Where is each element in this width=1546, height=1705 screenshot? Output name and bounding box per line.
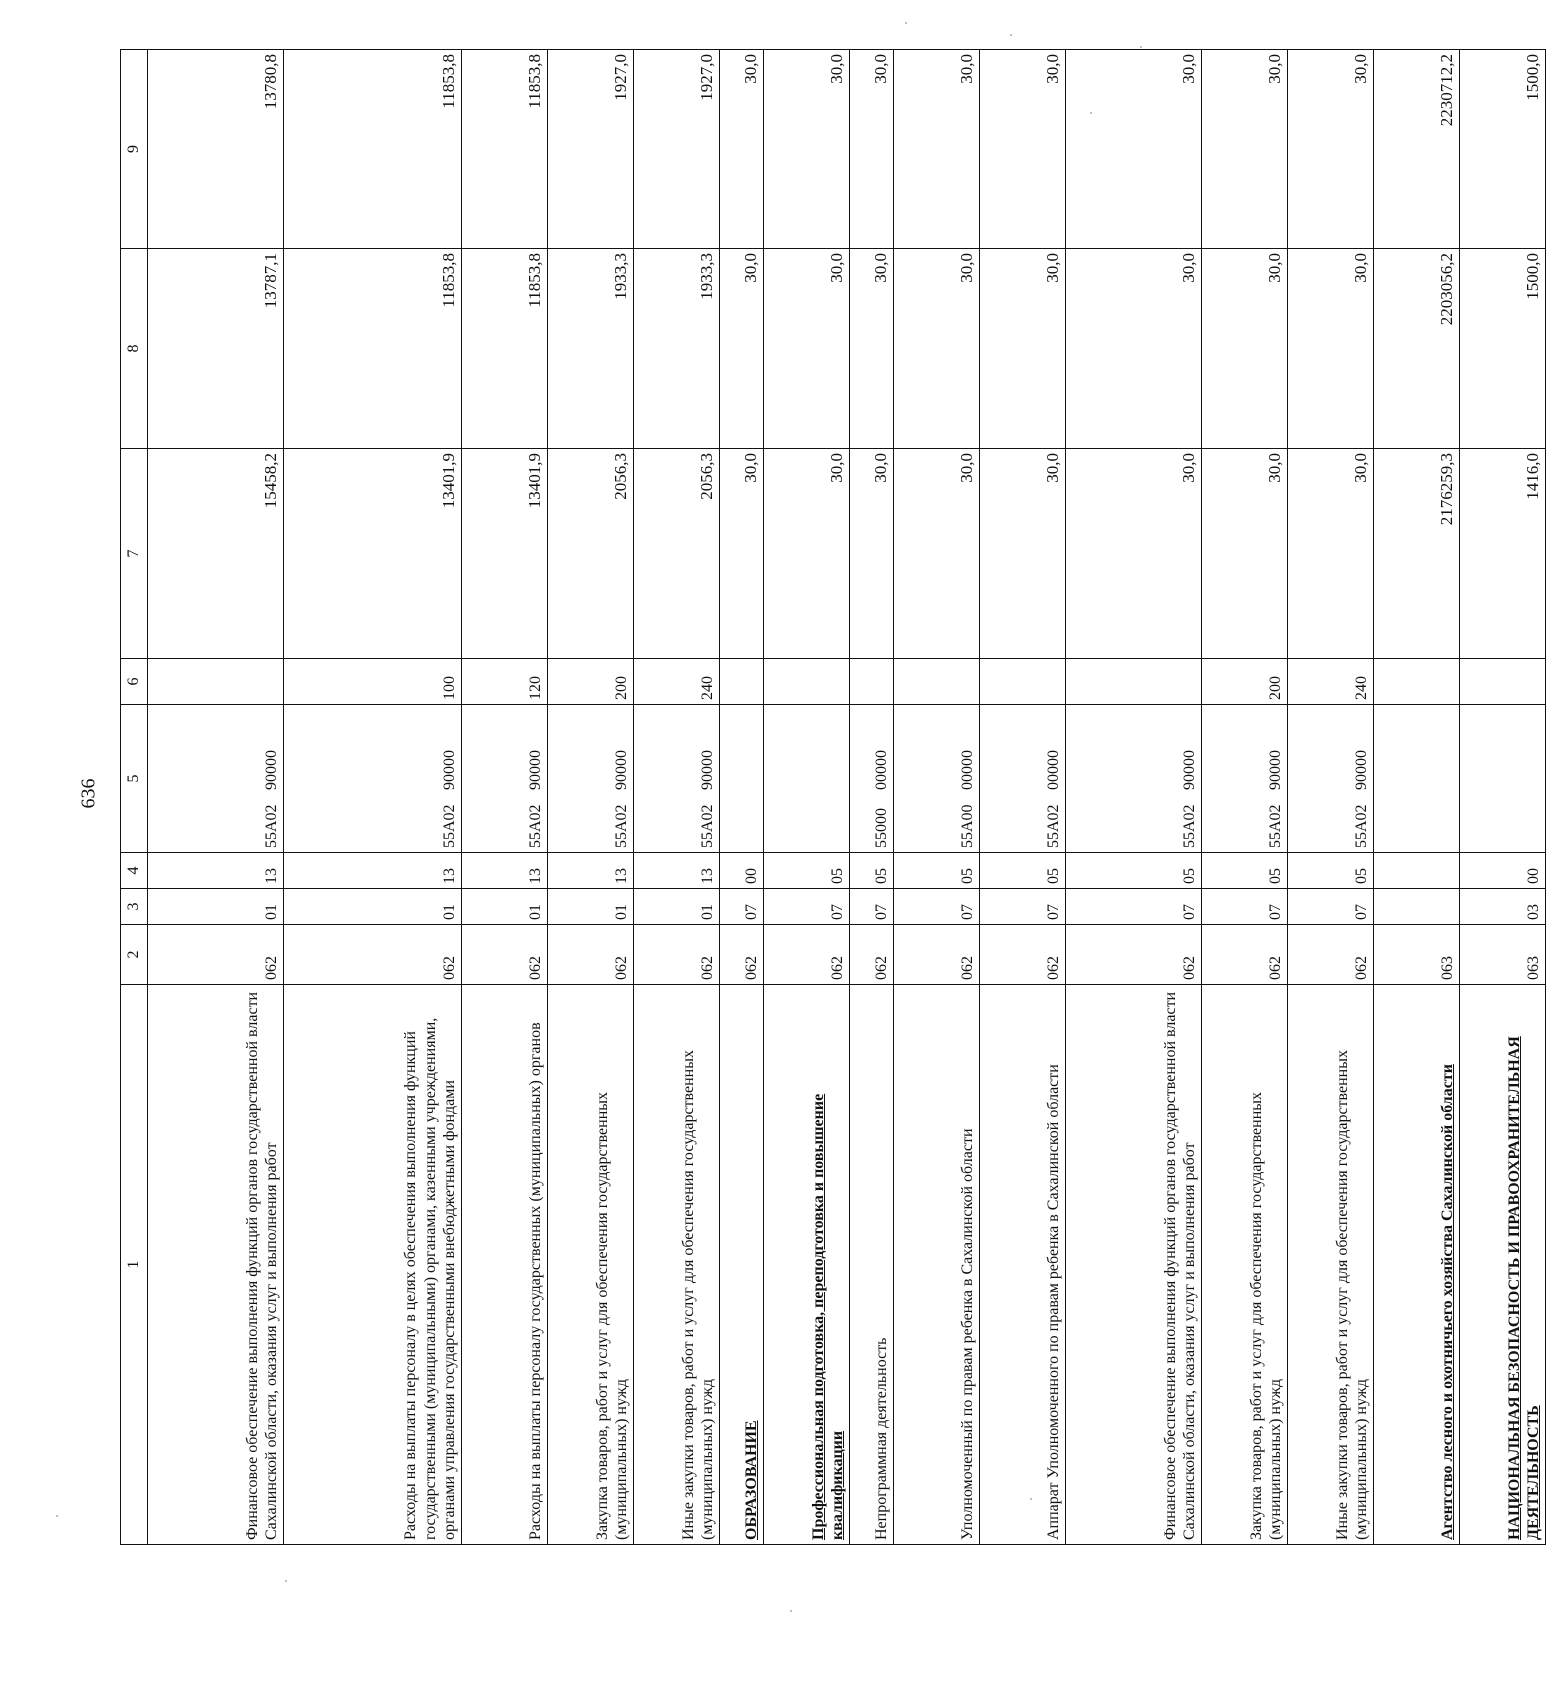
target-article-direction-code: 90000: [612, 750, 630, 790]
row-name-cell: Расходы на выплаты персоналу государственных (муниципальных) органов: [462, 985, 548, 1545]
amount-year1-cell: 2176259,3: [1374, 449, 1460, 659]
ministry-code-cell: 062: [894, 925, 980, 985]
section-code-cell: 01: [634, 889, 720, 925]
target-article-cell: [1066, 705, 1202, 853]
section-code-cell: 07: [764, 889, 850, 925]
scan-speck: [1090, 112, 1092, 114]
target-article-cell: [894, 705, 980, 853]
amount-year2-cell: 30,0: [1066, 249, 1202, 449]
amount-year1-cell: 2056,3: [634, 449, 720, 659]
amount-year1-cell: 30,0: [1202, 449, 1288, 659]
target-article-program-code: 55А02: [1352, 804, 1370, 848]
amount-year2-cell: 30,0: [764, 249, 850, 449]
subsection-code-cell: 13: [462, 853, 548, 889]
amount-year3-cell: 30,0: [1066, 50, 1202, 249]
amount-year2-cell: 30,0: [894, 249, 980, 449]
target-article-cell: [1374, 705, 1460, 853]
amount-year1-cell: 2056,3: [548, 449, 634, 659]
amount-year2-cell: 13787,1: [148, 249, 284, 449]
amount-year3-cell: 11853,8: [462, 50, 548, 249]
scan-speck: [1010, 34, 1012, 36]
expense-type-cell: [894, 659, 980, 705]
table-row: [1202, 50, 1288, 1545]
section-code-cell: 07: [894, 889, 980, 925]
section-code-cell: 01: [148, 889, 284, 925]
column-header: 2: [121, 925, 148, 985]
column-header: 6: [121, 659, 148, 705]
section-code-cell: 01: [462, 889, 548, 925]
target-article-cell: [720, 705, 764, 853]
column-header: 4: [121, 853, 148, 889]
column-header: 7: [121, 449, 148, 659]
expense-type-cell: [850, 659, 894, 705]
table-body: [148, 50, 1546, 1545]
table-row: [1374, 50, 1460, 1545]
subsection-code-cell: 05: [980, 853, 1066, 889]
target-article-direction-code: 00000: [958, 750, 976, 790]
target-article-cell: [1460, 705, 1546, 853]
ministry-code-cell: 062: [1288, 925, 1374, 985]
target-article-program-code: 55А02: [1266, 804, 1284, 848]
amount-year3-cell: 30,0: [1202, 50, 1288, 249]
ministry-code-cell: 062: [980, 925, 1066, 985]
expense-type-cell: 240: [634, 659, 720, 705]
amount-year3-cell: 30,0: [894, 50, 980, 249]
ministry-code-cell: 062: [850, 925, 894, 985]
expense-type-cell: [720, 659, 764, 705]
table-row: [284, 50, 462, 1545]
amount-year2-cell: 1933,3: [634, 249, 720, 449]
subsection-code-cell: 05: [1066, 853, 1202, 889]
ministry-code-cell: 062: [764, 925, 850, 985]
scan-speck: [905, 22, 907, 24]
amount-year3-cell: 1927,0: [634, 50, 720, 249]
subsection-code-cell: 00: [1460, 853, 1546, 889]
table-row: [1460, 50, 1546, 1545]
expense-type-cell: 200: [1202, 659, 1288, 705]
table-row: [148, 50, 284, 1545]
amount-year1-cell: 30,0: [850, 449, 894, 659]
section-code-cell: 07: [1202, 889, 1288, 925]
amount-year2-cell: 1500,0: [1460, 249, 1546, 449]
target-article-cell: [548, 705, 634, 853]
expense-type-cell: [1374, 659, 1460, 705]
table-row: [720, 50, 764, 1545]
amount-year1-cell: 30,0: [1066, 449, 1202, 659]
expense-type-cell: [1460, 659, 1546, 705]
amount-year3-cell: 30,0: [764, 50, 850, 249]
expense-type-cell: [764, 659, 850, 705]
table-row: [462, 50, 548, 1545]
rotated-table-wrapper: [120, 50, 1542, 1545]
ministry-code-cell: 062: [548, 925, 634, 985]
target-article-cell: [634, 705, 720, 853]
expense-type-cell: 240: [1288, 659, 1374, 705]
expense-type-cell: 100: [284, 659, 462, 705]
table-row: [894, 50, 980, 1545]
target-article-direction-code: 90000: [1180, 750, 1198, 790]
row-name-cell: Агентство лесного и охотничьего хозяйства Сахалинской области: [1374, 985, 1460, 1545]
ministry-code-cell: 062: [720, 925, 764, 985]
subsection-code-cell: 05: [1202, 853, 1288, 889]
amount-year1-cell: 13401,9: [284, 449, 462, 659]
subsection-code-cell: 05: [850, 853, 894, 889]
table-row: [634, 50, 720, 1545]
row-name-cell: Закупка товаров, работ и услуг для обеспечения государственных (муниципальных) нужд: [548, 985, 634, 1545]
ministry-code-cell: 062: [1066, 925, 1202, 985]
scan-speck: [1030, 1498, 1032, 1500]
amount-year3-cell: 2230712,2: [1374, 50, 1460, 249]
section-code-cell: 07: [720, 889, 764, 925]
target-article-direction-code: 90000: [262, 750, 280, 790]
row-name-cell: Финансовое обеспечение выполнения функций органов государственной власти Сахалинской области, оказания услуг и выполнения работ: [148, 985, 284, 1545]
amount-year1-cell: 13401,9: [462, 449, 548, 659]
table-row: [1288, 50, 1374, 1545]
target-article-cell: [764, 705, 850, 853]
ministry-code-cell: 062: [148, 925, 284, 985]
subsection-code-cell: 05: [764, 853, 850, 889]
table-row: [548, 50, 634, 1545]
amount-year1-cell: 30,0: [894, 449, 980, 659]
expense-type-cell: 120: [462, 659, 548, 705]
target-article-direction-code: 00000: [872, 750, 890, 790]
target-article-direction-code: 90000: [1266, 750, 1284, 790]
row-name-cell: Расходы на выплаты персоналу в целях обеспечения выполнения функций государственными (муниципальными) органами, казенными учреждениями, органами управления государственными внебюджетными фондами: [284, 985, 462, 1545]
amount-year3-cell: 11853,8: [284, 50, 462, 249]
row-name-cell: Уполномоченный по правам ребенка в Сахалинской области: [894, 985, 980, 1545]
row-name-cell: НАЦИОНАЛЬНАЯ БЕЗОПАСНОСТЬ И ПРАВООХРАНИТЕЛЬНАЯ ДЕЯТЕЛЬНОСТЬ: [1460, 985, 1546, 1545]
target-article-cell: [1288, 705, 1374, 853]
target-article-program-code: 55А02: [612, 804, 630, 848]
amount-year3-cell: 30,0: [980, 50, 1066, 249]
amount-year2-cell: 30,0: [980, 249, 1066, 449]
expense-type-cell: [148, 659, 284, 705]
scan-speck: [56, 1515, 58, 1517]
target-article-program-code: 55А02: [440, 804, 458, 848]
row-name-cell: ОБРАЗОВАНИЕ: [720, 985, 764, 1545]
scan-speck: [1140, 46, 1142, 48]
subsection-code-cell: 13: [284, 853, 462, 889]
target-article-cell: [284, 705, 462, 853]
target-article-program-code: 55А02: [262, 804, 280, 848]
amount-year3-cell: 1500,0: [1460, 50, 1546, 249]
amount-year2-cell: 11853,8: [284, 249, 462, 449]
section-code-cell: 03: [1460, 889, 1546, 925]
target-article-program-code: 55000: [872, 808, 890, 848]
amount-year2-cell: 30,0: [720, 249, 764, 449]
target-article-direction-code: 90000: [1352, 750, 1370, 790]
page-number: 636: [77, 778, 100, 809]
ministry-code-cell: 063: [1460, 925, 1546, 985]
table-row: [1066, 50, 1202, 1545]
scan-speck: [790, 1610, 792, 1612]
ministry-code-cell: 063: [1374, 925, 1460, 985]
table-row: [980, 50, 1066, 1545]
target-article-direction-code: 90000: [526, 750, 544, 790]
row-name-cell: Аппарат Уполномоченного по правам ребенка в Сахалинской области: [980, 985, 1066, 1545]
target-article-cell: [850, 705, 894, 853]
amount-year2-cell: 2203056,2: [1374, 249, 1460, 449]
amount-year2-cell: 11853,8: [462, 249, 548, 449]
amount-year1-cell: 30,0: [764, 449, 850, 659]
target-article-program-code: 55А02: [1044, 804, 1062, 848]
amount-year1-cell: 30,0: [1288, 449, 1374, 659]
section-code-cell: 07: [980, 889, 1066, 925]
amount-year2-cell: 30,0: [1288, 249, 1374, 449]
target-article-direction-code: 90000: [698, 750, 716, 790]
subsection-code-cell: 05: [894, 853, 980, 889]
amount-year2-cell: 1933,3: [548, 249, 634, 449]
subsection-code-cell: [1374, 853, 1460, 889]
ministry-code-cell: 062: [634, 925, 720, 985]
table-row: [850, 50, 894, 1545]
target-article-cell: [1202, 705, 1288, 853]
table-row: [764, 50, 850, 1545]
expense-type-cell: [980, 659, 1066, 705]
amount-year3-cell: 1927,0: [548, 50, 634, 249]
ministry-code-cell: 062: [284, 925, 462, 985]
column-header: 8: [121, 249, 148, 449]
row-name-cell: Иные закупки товаров, работ и услуг для обеспечения государственных (муниципальных) нужд: [634, 985, 720, 1545]
amount-year3-cell: 13780,8: [148, 50, 284, 249]
target-article-cell: [462, 705, 548, 853]
column-header: 9: [121, 50, 148, 249]
ministry-code-cell: 062: [1202, 925, 1288, 985]
section-code-cell: 01: [548, 889, 634, 925]
target-article-direction-code: 00000: [1044, 750, 1062, 790]
row-name-cell: Закупка товаров, работ и услуг для обеспечения государственных (муниципальных) нужд: [1202, 985, 1288, 1545]
scan-speck: [285, 1580, 287, 1582]
amount-year1-cell: 15458,2: [148, 449, 284, 659]
section-code-cell: [1374, 889, 1460, 925]
target-article-program-code: 55А02: [698, 804, 716, 848]
ministry-code-cell: 062: [462, 925, 548, 985]
amount-year1-cell: 30,0: [980, 449, 1066, 659]
target-article-program-code: 55А00: [958, 804, 976, 848]
amount-year2-cell: 30,0: [1202, 249, 1288, 449]
target-article-direction-code: 90000: [440, 750, 458, 790]
column-header: 5: [121, 705, 148, 853]
row-name-cell: Иные закупки товаров, работ и услуг для обеспечения государственных (муниципальных) нужд: [1288, 985, 1374, 1545]
subsection-code-cell: 00: [720, 853, 764, 889]
section-code-cell: 01: [284, 889, 462, 925]
column-header: 3: [121, 889, 148, 925]
target-article-program-code: 55А02: [1180, 804, 1198, 848]
subsection-code-cell: 13: [634, 853, 720, 889]
header-row: [121, 50, 148, 1545]
subsection-code-cell: 13: [148, 853, 284, 889]
amount-year1-cell: 30,0: [720, 449, 764, 659]
section-code-cell: 07: [1288, 889, 1374, 925]
amount-year3-cell: 30,0: [720, 50, 764, 249]
target-article-cell: [980, 705, 1066, 853]
amount-year1-cell: 1416,0: [1460, 449, 1546, 659]
expense-type-cell: [1066, 659, 1202, 705]
column-header: 1: [121, 985, 148, 1545]
section-code-cell: 07: [850, 889, 894, 925]
subsection-code-cell: 05: [1288, 853, 1374, 889]
amount-year3-cell: 30,0: [850, 50, 894, 249]
expense-type-cell: 200: [548, 659, 634, 705]
row-name-cell: Профессиональная подготовка, переподготовка и повышение квалификации: [764, 985, 850, 1545]
row-name-cell: Непрограммная деятельность: [850, 985, 894, 1545]
section-code-cell: 07: [1066, 889, 1202, 925]
row-name-cell: Финансовое обеспечение выполнения функций органов государственной власти Сахалинской области, оказания услуг и выполнения работ: [1066, 985, 1202, 1545]
subsection-code-cell: 13: [548, 853, 634, 889]
target-article-cell: [148, 705, 284, 853]
target-article-program-code: 55А02: [526, 804, 544, 848]
budget-table: [120, 49, 1546, 1545]
amount-year2-cell: 30,0: [850, 249, 894, 449]
amount-year3-cell: 30,0: [1288, 50, 1374, 249]
